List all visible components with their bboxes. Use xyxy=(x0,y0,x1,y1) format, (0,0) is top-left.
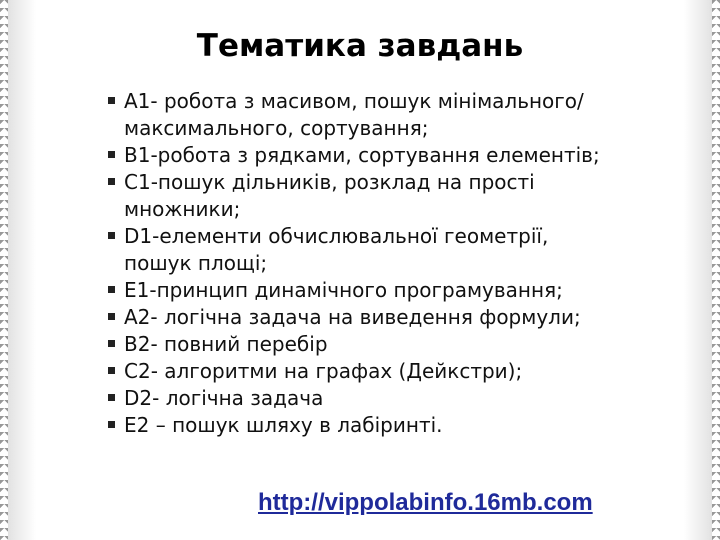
right-shade xyxy=(684,0,712,540)
item-line: B1-робота з рядками, сортування елементів; xyxy=(124,143,600,167)
item-line: А2- логічна задача на виведення формули; xyxy=(124,305,581,329)
item-line: D1-елементи обчислювальної геометрії, xyxy=(124,224,549,248)
item-line: E2 – пошук шляху в лабіринті. xyxy=(124,413,443,437)
list-item xyxy=(108,304,688,331)
list-item xyxy=(108,331,688,358)
left-zigzag-border xyxy=(0,0,8,540)
list-item xyxy=(108,385,688,412)
bullet-icon xyxy=(108,97,115,104)
item-line: пошук площі; xyxy=(124,251,268,275)
bullet-icon xyxy=(108,421,115,428)
item-line: А1- робота з масивом, пошук мінімального/ xyxy=(124,89,584,113)
bullet-icon xyxy=(108,151,115,158)
bullet-icon xyxy=(108,178,115,185)
bullet-icon xyxy=(108,340,115,347)
bullet-icon xyxy=(108,286,115,293)
bullet-icon xyxy=(108,313,115,320)
right-zigzag-border xyxy=(712,0,720,540)
bullet-icon xyxy=(108,232,115,239)
list-item xyxy=(108,412,688,439)
slide-title: Тематика завдань xyxy=(196,28,524,64)
topics-list xyxy=(108,88,688,439)
list-item xyxy=(108,358,688,385)
list-item xyxy=(108,169,688,223)
list-item xyxy=(108,223,688,277)
bullet-icon xyxy=(108,367,115,374)
list-item xyxy=(108,88,688,142)
item-line: C2- алгоритми на графах (Дейкстри); xyxy=(124,359,523,383)
list-item xyxy=(108,277,688,304)
item-line: C1-пошук дільників, розклад на прості xyxy=(124,170,535,194)
bullet-icon xyxy=(108,394,115,401)
list-item xyxy=(108,142,688,169)
item-line: B2- повний перебір xyxy=(124,332,328,356)
item-line: D2- логічна задача xyxy=(124,386,324,410)
item-line: множники; xyxy=(124,197,241,221)
left-shade xyxy=(8,0,36,540)
item-line: E1-принцип динамічного програмування; xyxy=(124,278,563,302)
website-link[interactable]: http://vippolabinfo.16mb.com xyxy=(258,489,593,516)
item-line: максимального, сортування; xyxy=(124,116,429,140)
